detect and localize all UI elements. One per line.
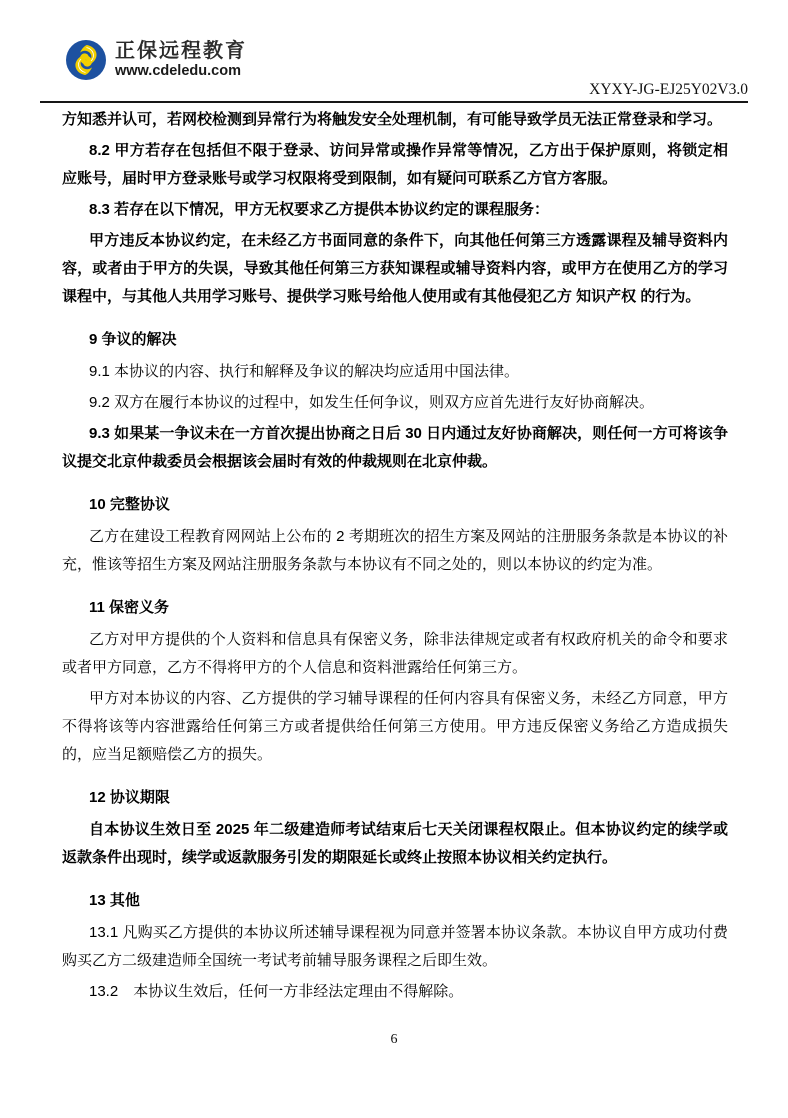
- paragraph: 8.3 若存在以下情况，甲方无权要求乙方提供本协议约定的课程服务：: [89, 201, 550, 218]
- paragraph: 9.1 本协议的内容、执行和解释及争议的解决均应适用中国法律。: [89, 363, 520, 380]
- section-heading: 9 争议的解决: [89, 331, 177, 348]
- document-body: [62, 103, 728, 1009]
- paragraph: 9.3 如果某一争议未在一方首次提出协商之日后 30 日内通过友好协商解决，则任何一方可将该争议提交北京仲裁委员会根据该会届时有效的仲裁规则在北京仲裁。: [62, 425, 728, 470]
- paragraph: 自本协议生效日至 2025 年二级建造师考试结束后七天关闭课程权限止。但本协议约定的续学或返款条件出现时，续学或返款服务引发的期限延长或终止按照本协议相关约定执行。: [62, 821, 728, 866]
- document-header: [40, 0, 748, 103]
- paragraph: 乙方在建设工程教育网网站上公布的 2 考期班次的招生方案及网站的注册服务条款是本协议的补充，惟该等招生方案及网站注册服务条款与本协议有不同之处的，则以本协议的约定为准。: [62, 528, 728, 573]
- paragraph: 13.2 本协议生效后，任何一方非经法定理由不得解除。: [89, 983, 464, 1000]
- cdel-swirl-globe-icon: [66, 40, 106, 80]
- doc-code: XYXY-JG-EJ25Y02V3.0: [589, 81, 748, 98]
- page-number: 6: [390, 1032, 398, 1047]
- section-heading: 10 完整协议: [89, 496, 170, 513]
- paragraph: 8.2 甲方若存在包括但不限于登录、访问异常或操作异常等情况，乙方出于保护原则，将锁定相应账号，届时甲方登录账号或学习权限将受到限制，如有疑问可联系乙方官方客服。: [62, 142, 728, 187]
- paragraph: 甲方违反本协议约定，在未经乙方书面同意的条件下，向其他任何第三方透露课程及辅导资料内容，或者由于甲方的失误，导致其他任何第三方获知课程或辅导资料内容，或甲方在使用乙方的学习课程中，与其他人共用学习账号、提供学习账号给他人使用或有其他侵犯乙方 知识产权 的行为。: [62, 232, 728, 305]
- paragraph: 13.1 凡购买乙方提供的本协议所述辅导课程视为同意并签署本协议条款。本协议自甲方成功付费购买乙方二级建造师全国统一考试考前辅导服务课程之后即生效。: [62, 924, 728, 969]
- paragraph: 甲方对本协议的内容、乙方提供的学习辅导课程的任何内容具有保密义务，未经乙方同意，甲方不得将该等内容泄露给任何第三方或者提供给任何第三方使用。甲方违反保密义务给乙方造成损失的，应当足额赔偿乙方的损失。: [62, 690, 728, 763]
- section-heading: 13 其他: [89, 892, 140, 909]
- brand-name: 正保远程教育: [115, 39, 247, 62]
- brand-text: [115, 41, 247, 79]
- paragraph: 方知悉并认可，若网校检测到异常行为将触发安全处理机制，有可能导致学员无法正常登录和学习。: [62, 111, 723, 128]
- page-footer: [0, 1032, 788, 1048]
- paragraph: 乙方对甲方提供的个人资料和信息具有保密义务，除非法律规定或者有权政府机关的命令和要求或者甲方同意，乙方不得将甲方的个人信息和资料泄露给任何第三方。: [62, 631, 728, 676]
- paragraph: 9.2 双方在履行本协议的过程中，如发生任何争议，则双方应首先进行友好协商解决。: [89, 394, 655, 411]
- brand-url: www.cdeledu.com: [115, 62, 241, 79]
- section-heading: 11 保密义务: [89, 599, 170, 616]
- brand: [66, 40, 247, 80]
- section-heading: 12 协议期限: [89, 789, 170, 806]
